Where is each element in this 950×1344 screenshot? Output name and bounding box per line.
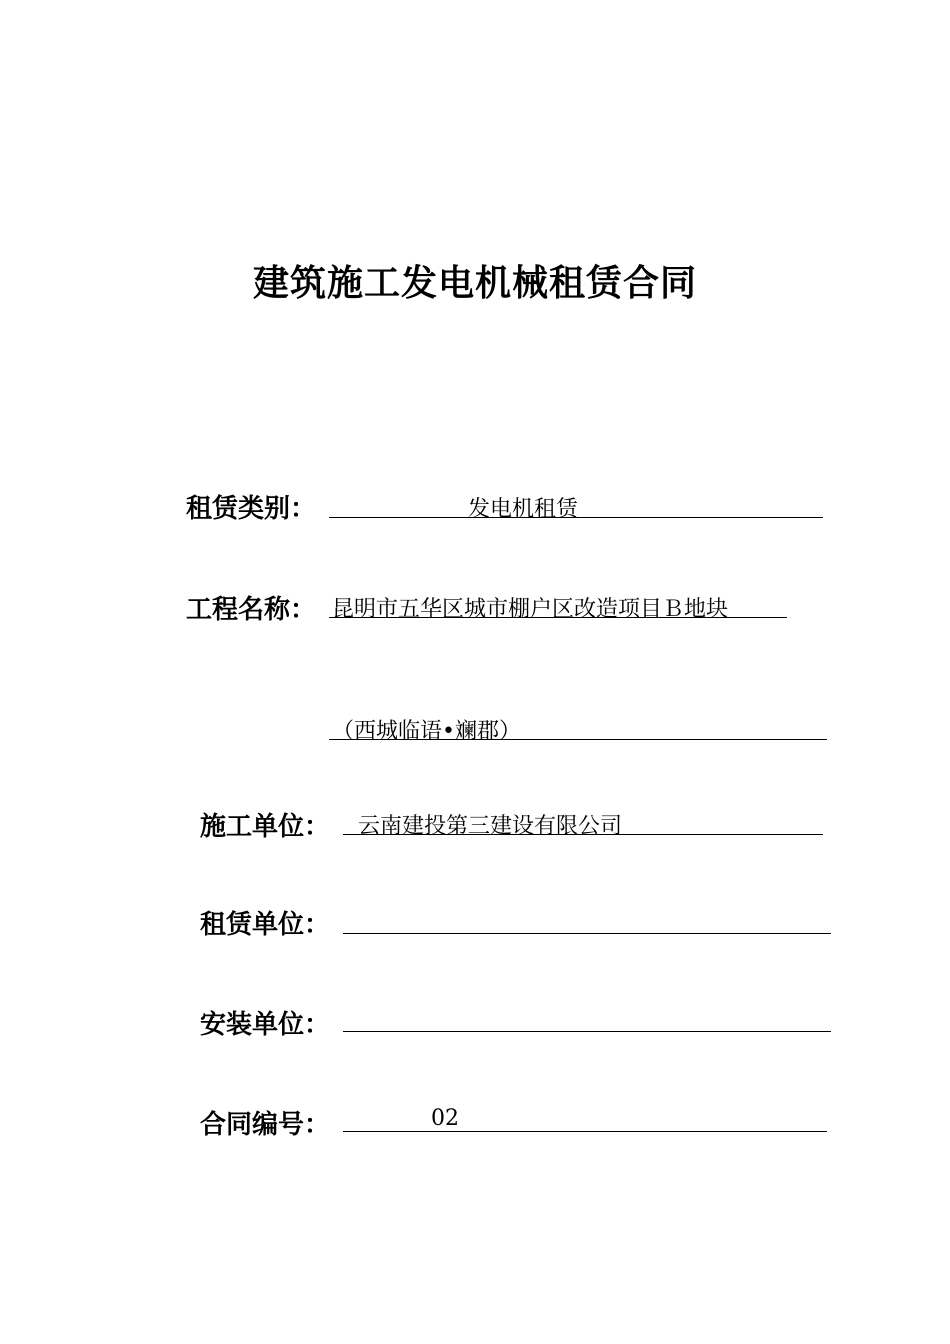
project-name-value-line1: 昆明市五华区城市棚户区改造项目Ｂ地块	[332, 597, 729, 622]
construction-unit-label: 施工单位：	[200, 812, 331, 842]
contract-number-value: 02	[431, 1106, 459, 1131]
construction-unit-value: 云南建投第三建设有限公司	[358, 814, 623, 839]
lessor-unit-underline	[343, 933, 831, 934]
lessor-unit-label: 租赁单位：	[200, 910, 331, 940]
rental-category-label: 租赁类别：	[186, 494, 317, 524]
installation-unit-underline	[343, 1031, 831, 1032]
contract-number-underline	[343, 1131, 827, 1132]
project-name-label: 工程名称：	[186, 595, 317, 625]
document-title: 建筑施工发电机械租赁合同	[252, 263, 697, 304]
project-name-value-line2: （西城临语•斓郡）	[332, 719, 521, 744]
rental-category-value: 发电机租赁	[468, 497, 579, 522]
contract-number-label: 合同编号：	[200, 1110, 331, 1140]
installation-unit-label: 安装单位：	[200, 1010, 331, 1040]
